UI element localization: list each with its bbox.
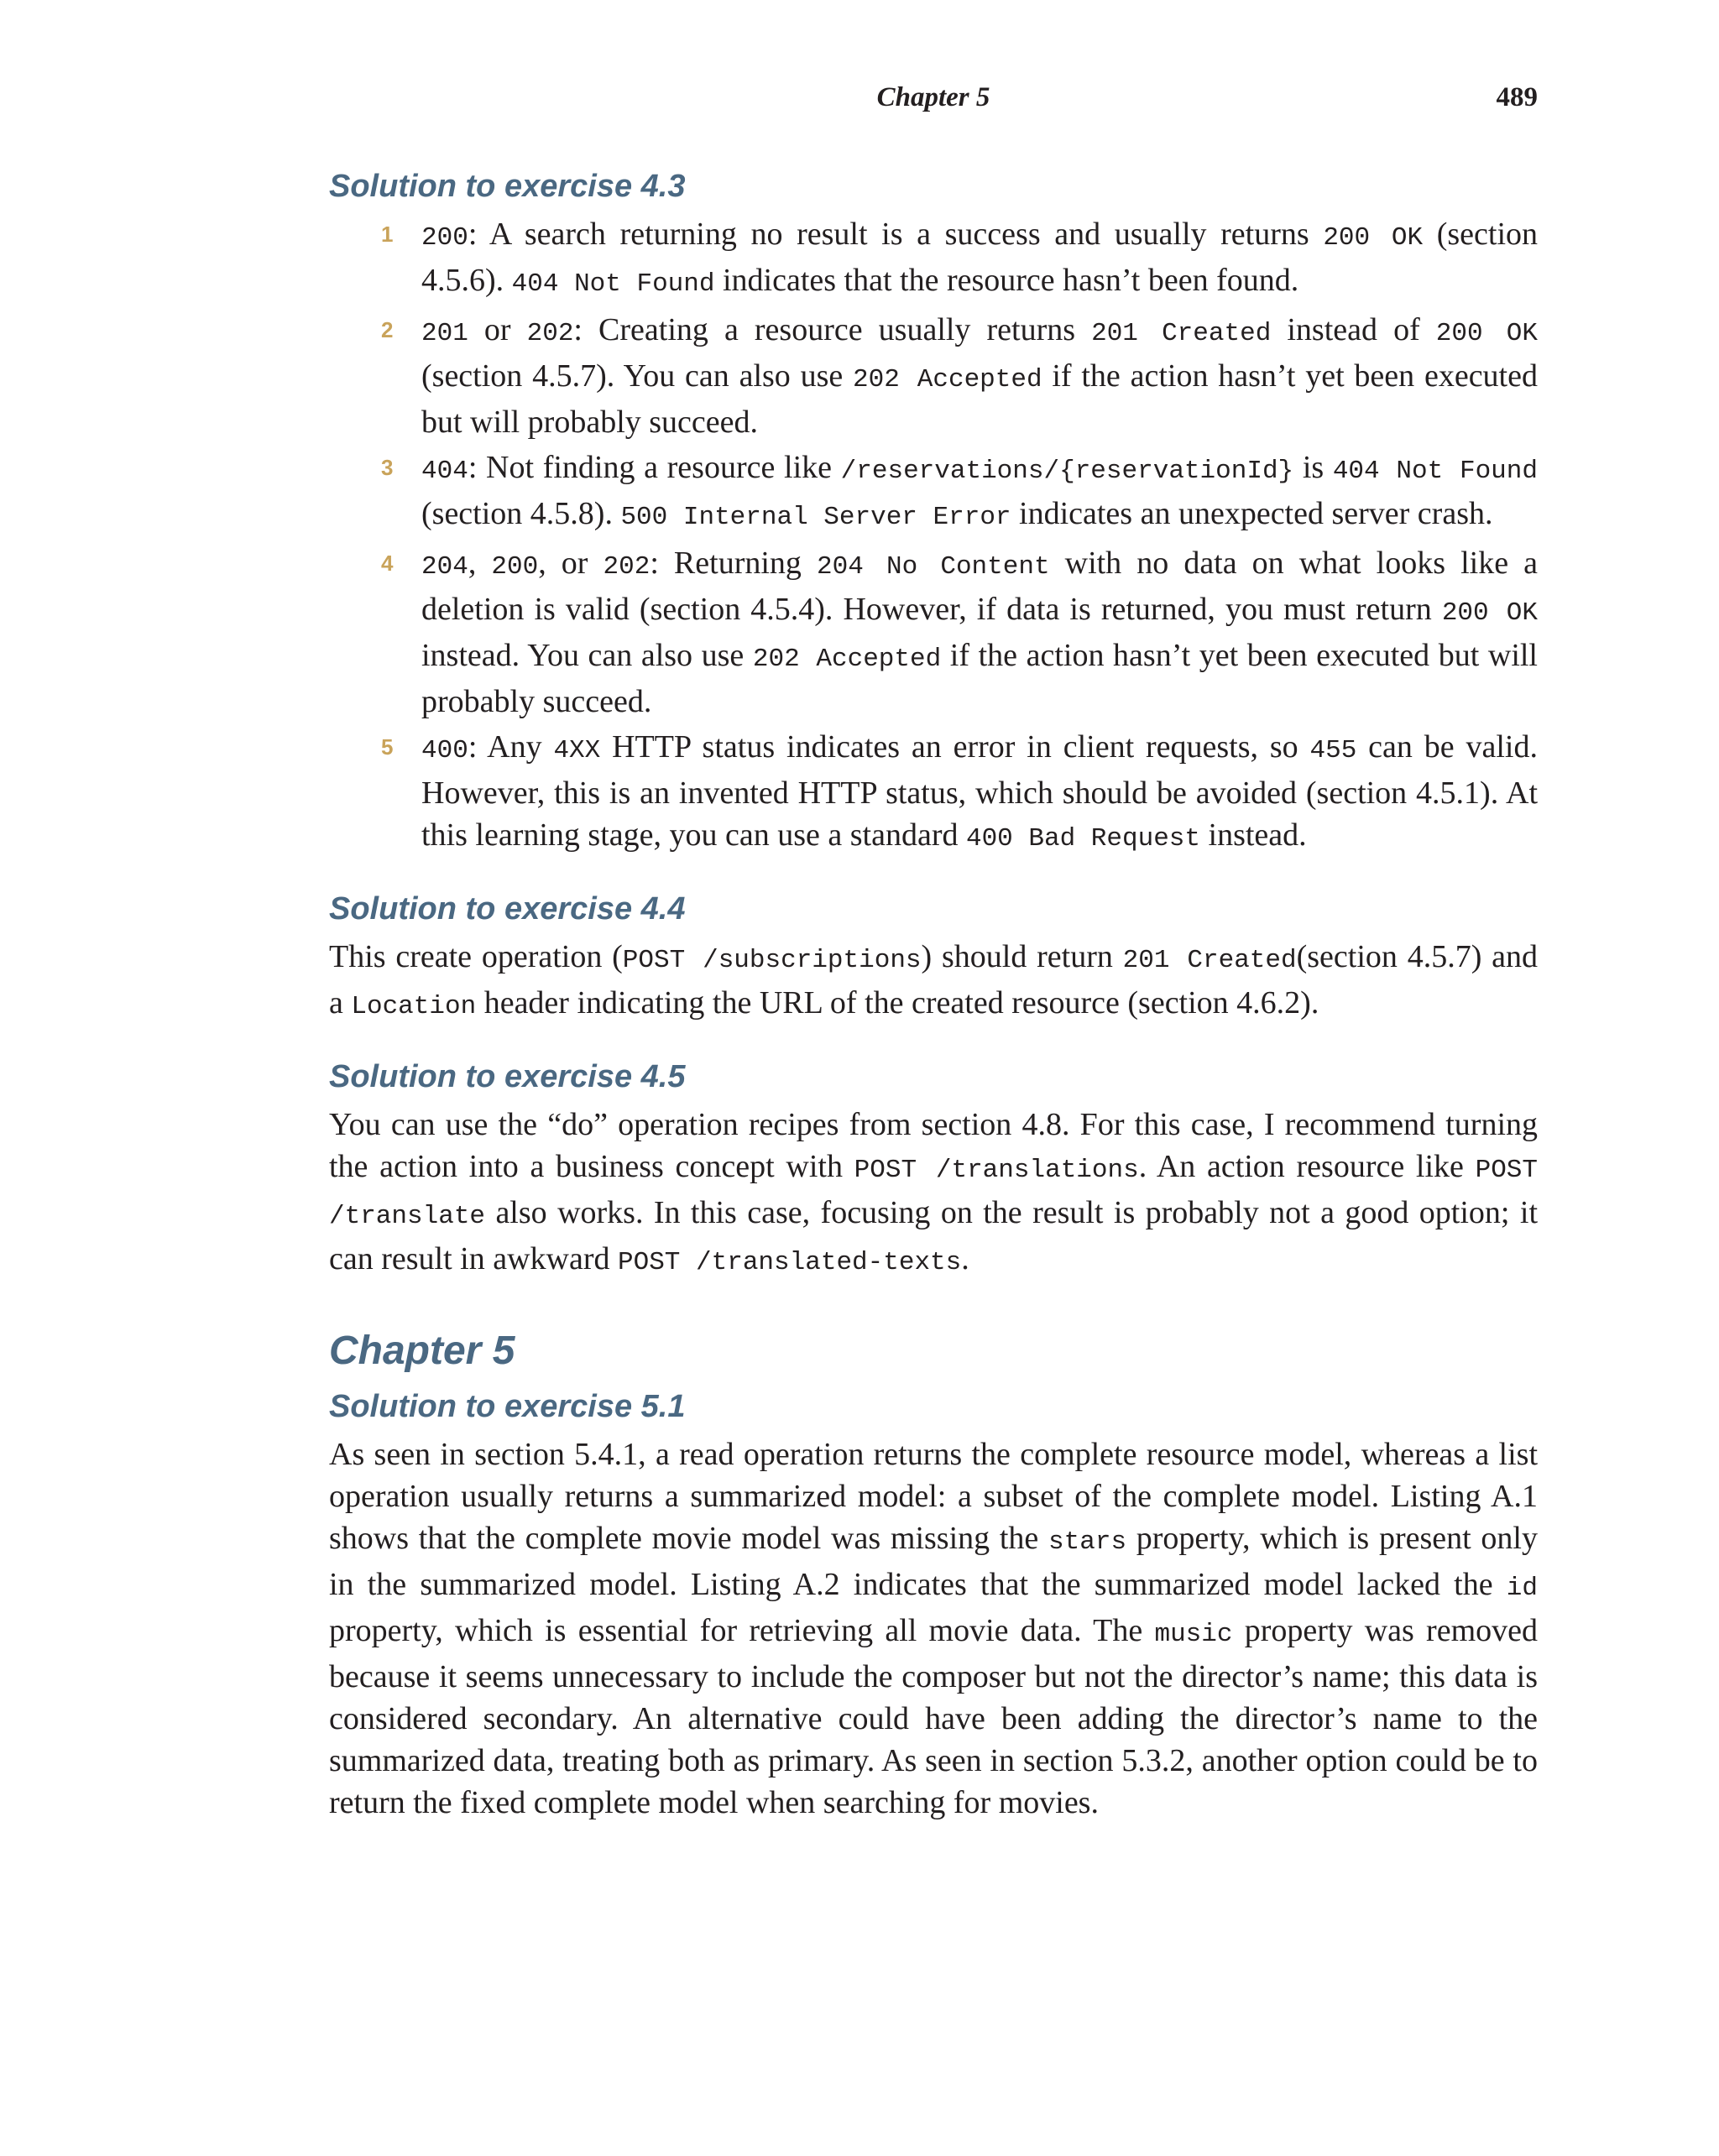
- inline-code: 455: [1309, 736, 1357, 765]
- exercise-5-1-heading: Solution to exercise 5.1: [329, 1389, 686, 1424]
- text-run: if the action hasn’t yet been executed but will probably succeed.: [421, 358, 1538, 440]
- text-run: : Not finding a resource like: [468, 450, 841, 485]
- exercise-4-5-paragraph: [329, 1104, 1538, 1284]
- text-run: can be valid. However, this is an invented HTTP status, which should be avoided (section 4.5.1). At this learning stage, you can use a standard: [421, 729, 1538, 853]
- list-item-text: [421, 729, 1538, 853]
- text-run: also works. In this case, focusing on the result is probably not a good option; it can result in awkward: [329, 1195, 1538, 1276]
- inline-code: 200 OK: [1323, 223, 1424, 253]
- list-item: [329, 542, 1538, 723]
- text-run: : A search returning no result is a success and usually returns: [468, 217, 1324, 252]
- text-run: (section 4.5.7). You can also use: [421, 358, 854, 394]
- chapter-heading: Chapter 5: [329, 1329, 515, 1373]
- text-run: . An action resource like: [1138, 1149, 1476, 1184]
- text-run: header indicating the URL of the created resource (section 4.6.2).: [476, 985, 1319, 1021]
- list-item-number: 5: [381, 734, 394, 760]
- inline-code: 404: [421, 457, 468, 486]
- inline-code: POST /translations: [854, 1156, 1139, 1185]
- inline-code: 202 Accepted: [752, 645, 942, 674]
- text-run: This create operation (: [329, 939, 623, 974]
- inline-code: POST /subscriptions: [622, 946, 922, 975]
- list-item: [329, 309, 1538, 443]
- exercise-4-3-heading: Solution to exercise 4.3: [329, 169, 686, 204]
- list-item-number: 2: [381, 317, 394, 342]
- inline-code: 201 Created: [1091, 319, 1272, 348]
- inline-code: 200 OK: [1435, 319, 1538, 348]
- text-run: : Returning: [650, 546, 817, 581]
- inline-code: POST /translate: [329, 1156, 1539, 1231]
- inline-code: Location: [351, 992, 477, 1021]
- inline-code: 404 Not Found: [1332, 457, 1538, 486]
- inline-code: stars: [1048, 1527, 1127, 1557]
- exercise-4-4-paragraph: [329, 936, 1538, 1028]
- text-run: instead. You can also use: [421, 638, 753, 673]
- exercise-4-5-heading: Solution to exercise 4.5: [329, 1059, 686, 1094]
- exercise-4-4-heading: Solution to exercise 4.4: [329, 891, 686, 927]
- inline-code: 202: [526, 319, 574, 348]
- text-run: (section 4.5.7) and a: [329, 939, 1539, 1021]
- list-item-text: [421, 450, 1538, 531]
- list-item: [329, 446, 1538, 539]
- inline-code: 400: [421, 736, 468, 765]
- inline-code: 200 OK: [1441, 598, 1538, 628]
- text-run: with no data on what looks like a deletion is valid (section 4.5.4). However, if data is returned, you must return: [421, 546, 1538, 627]
- running-head-chapter: Chapter 5: [876, 82, 990, 112]
- text-run: : Creating a resource usually returns: [573, 312, 1092, 347]
- list-item-number: 3: [381, 455, 394, 480]
- list-item: [329, 726, 1538, 860]
- text-run: (section 4.5.8).: [421, 496, 621, 531]
- text-run: if the action hasn’t yet been executed but will probably succeed.: [421, 638, 1538, 719]
- inline-code: id: [1506, 1574, 1538, 1603]
- text-run: : Any: [468, 729, 554, 765]
- inline-code: 200: [491, 552, 539, 582]
- text-run: is: [1293, 450, 1333, 485]
- list-item-text: [421, 312, 1538, 440]
- text-run: , or: [538, 546, 603, 581]
- page-number: 489: [1496, 82, 1538, 112]
- inline-code: 400 Bad Request: [965, 824, 1201, 854]
- running-head: [329, 82, 1538, 119]
- inline-code: 201 Created: [1122, 946, 1297, 975]
- inline-code: 200: [421, 223, 468, 253]
- text-run: ,: [468, 546, 492, 581]
- text-run: instead of: [1271, 312, 1436, 347]
- inline-code: 404 Not Found: [511, 269, 715, 299]
- text-run: As seen in section 5.4.1, a read operation returns the complete resource model, whereas a list operation usually returns a summarized model: a subset of the complete model. Listing A.1 shows that the complete movie model was missing the: [329, 1437, 1538, 1556]
- inline-code: 202 Accepted: [853, 365, 1042, 394]
- text-run: indicates an unexpected server crash.: [1011, 496, 1493, 531]
- text-run: property, which is present only in the summarized model. Listing A.2 indicates that the summarized model lacked the: [329, 1521, 1538, 1602]
- inline-code: 204 No Content: [816, 552, 1050, 582]
- inline-code: 500 Internal Server Error: [620, 503, 1011, 532]
- text-run: ) should return: [921, 939, 1123, 974]
- list-item-text: [421, 217, 1538, 298]
- text-run: indicates that the resource hasn’t been found.: [714, 263, 1299, 298]
- inline-code: POST /translated-texts: [618, 1248, 962, 1277]
- text-run: (section 4.5.6).: [421, 217, 1539, 298]
- page-content: [329, 164, 1538, 1824]
- text-run: You can use the “do” operation recipes from section 4.8. For this case, I recommend turning the action into a business concept with: [329, 1107, 1538, 1184]
- text-run: instead.: [1200, 817, 1307, 853]
- inline-code: music: [1154, 1620, 1233, 1649]
- exercise-4-3-list: [329, 213, 1538, 860]
- inline-code: /reservations/{reservationId}: [840, 457, 1294, 486]
- list-item-number: 4: [381, 551, 394, 576]
- list-item-text: [421, 546, 1538, 719]
- inline-code: 204: [421, 552, 468, 582]
- list-item: [329, 213, 1538, 305]
- list-item-number: 1: [381, 222, 394, 247]
- exercise-5-1-paragraph: [329, 1433, 1538, 1824]
- text-run: property was removed because it seems unnecessary to include the composer but not the director’s name; this data is considered secondary. An alternative could have been adding the director’s name to the summarized data, treating both as primary. As seen in section 5.3.2, another option could be to return the fixed complete model when searching for movies.: [329, 1613, 1538, 1820]
- text-run: or: [468, 312, 527, 347]
- inline-code: 201: [421, 319, 468, 348]
- inline-code: 202: [603, 552, 651, 582]
- inline-code: 4XX: [553, 736, 601, 765]
- text-run: property, which is essential for retrieving all movie data. The: [329, 1613, 1155, 1648]
- text-run: .: [961, 1241, 969, 1276]
- text-run: HTTP status indicates an error in client requests, so: [600, 729, 1310, 765]
